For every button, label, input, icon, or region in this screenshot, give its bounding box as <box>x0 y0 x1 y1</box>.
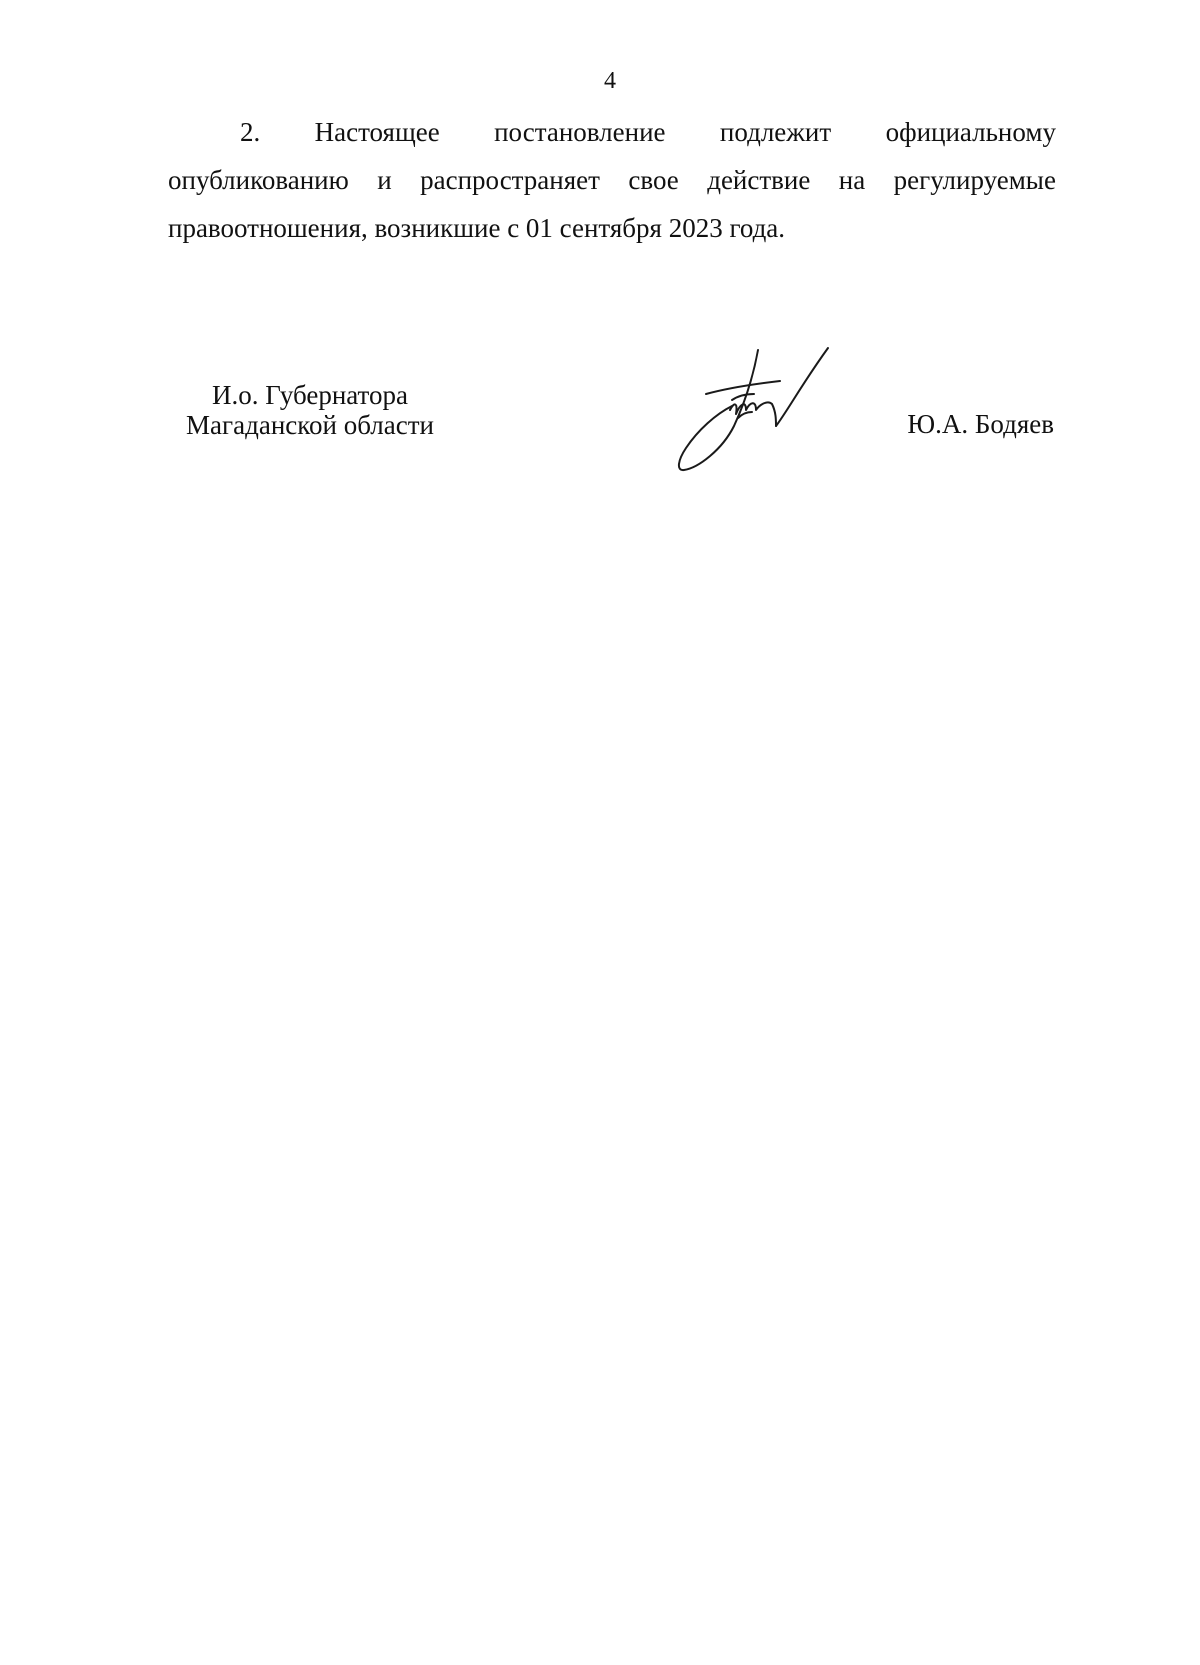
paragraph-word: Настоящее <box>314 117 440 147</box>
page-number: 4 <box>604 68 616 94</box>
paragraph-word: на <box>838 165 866 195</box>
paragraph-word: и <box>377 165 392 195</box>
paragraph-line-3 <box>168 204 1056 252</box>
paragraph-line-2 <box>168 156 1056 204</box>
paragraph-word: официальному <box>885 117 1056 147</box>
signatory-position <box>160 380 460 440</box>
handwritten-signature-icon <box>676 344 856 474</box>
position-region: Магаданской области <box>186 410 434 440</box>
position-title: И.о. Губернатора <box>211 380 408 410</box>
paragraph-text: правоотношения, возникшие с 01 сентября 2023 года. <box>168 213 786 243</box>
paragraph-word: действие <box>707 165 811 195</box>
paragraph-word: опубликованию <box>168 165 349 195</box>
paragraph-word: 2. <box>240 117 261 147</box>
paragraph-word: подлежит <box>719 117 832 147</box>
paragraph-line-1 <box>168 108 1056 156</box>
paragraph-word: распространяет <box>420 165 600 195</box>
paragraph-2 <box>168 108 1056 252</box>
paragraph-word: свое <box>628 165 679 195</box>
paragraph-word: постановление <box>494 117 666 147</box>
signer-name: Ю.А. Бодяев <box>907 409 1054 439</box>
paragraph-word: регулируемые <box>893 165 1056 195</box>
